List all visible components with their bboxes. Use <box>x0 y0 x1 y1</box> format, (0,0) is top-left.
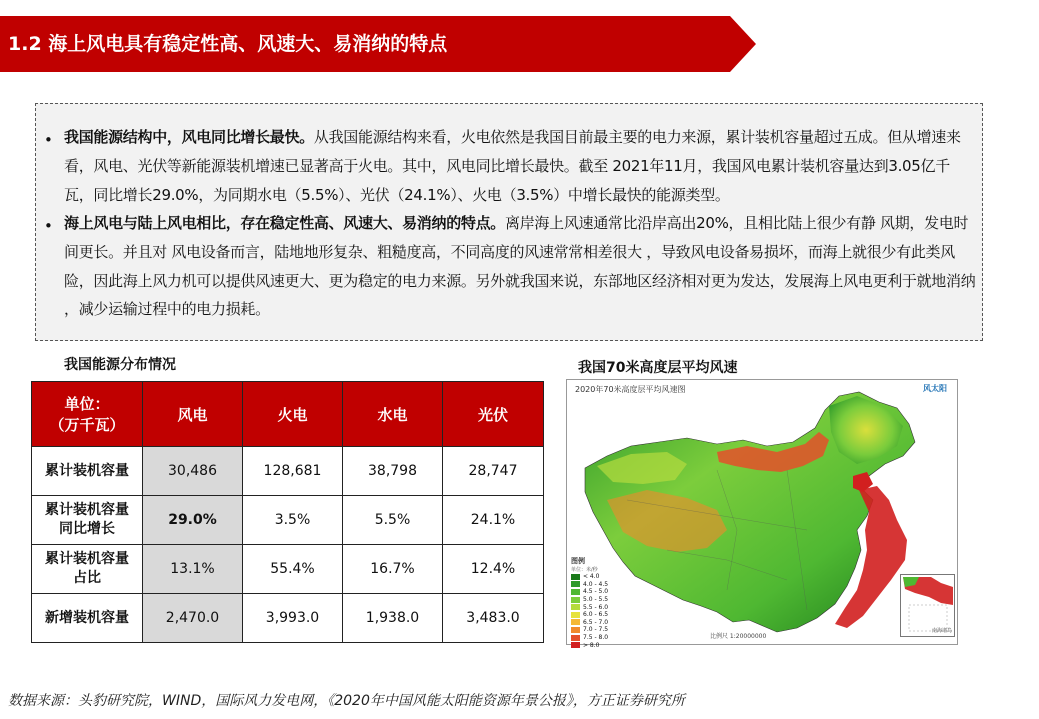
table-row <box>32 496 544 545</box>
table-row <box>32 447 544 496</box>
legend-swatch <box>571 581 580 587</box>
legend-item <box>571 603 615 611</box>
table-section-title: 我国能源分布情况 <box>64 357 176 373</box>
legend-label: 6.0 - 6.5 <box>583 611 609 619</box>
summary-point-2-heading: 海上风电与陆上风电相比，存在稳定性高、风速大、易消纳的特点。 <box>64 214 506 232</box>
legend-swatch <box>571 597 580 603</box>
map-title: 2020年70米高度层平均风速图 <box>575 385 686 394</box>
table-cell: 30,486 <box>143 447 243 496</box>
table-cell: 12.4% <box>443 545 544 594</box>
page-title: 1.2 海上风电具有稳定性高、风速大、易消纳的特点 <box>8 33 448 55</box>
table-cell: 16.7% <box>343 545 443 594</box>
map-section-title: 我国70米高度层平均风速 <box>578 360 738 376</box>
table-cell: 1,938.0 <box>343 594 443 643</box>
row-label <box>32 545 143 594</box>
wind-speed-map <box>566 379 958 649</box>
table-cell: 128,681 <box>243 447 343 496</box>
legend-item <box>571 573 615 581</box>
legend-item <box>571 596 615 604</box>
table-cell: 24.1% <box>443 496 544 545</box>
bullet-marker: • <box>44 131 53 149</box>
column-header-hydro: 水电 <box>343 382 443 447</box>
energy-table <box>31 381 544 643</box>
row-label-line1: 新增装机容量 <box>45 609 129 626</box>
legend-unit: 单位：米/秒 <box>571 567 598 573</box>
inset-label: 南海诸岛 <box>931 628 952 634</box>
row-label-line1: 累计装机容量 <box>45 462 129 479</box>
legend-title: 图例 <box>571 557 585 565</box>
summary-point-1 <box>64 123 976 209</box>
legend-swatch <box>571 619 580 625</box>
summary-point-2-body: 离岸海上风速通常比沿岸高出20%，且相比陆上很少有静 风期，发电时间更长。并且对 风电设备而言，陆地地形复杂、粗糙度高，不同高度的风速常常相差很大 ，导致风电设备易损坏，而海上就很少有此类风险，因此海上风力机可以提供风速更大、更为稳定的电力来源。另外就我国来说，东部地区经济相对更为发达，发展海上风电更利于就地消纳 ，减少运输过程中的电力损耗。 <box>64 214 976 319</box>
row-label <box>32 496 143 545</box>
summary-point-1-heading: 我国能源结构中，风电同比增长最快。 <box>64 128 314 146</box>
legend-swatch <box>571 574 580 580</box>
table-cell: 3.5% <box>243 496 343 545</box>
table-row <box>32 594 544 643</box>
table-cell: 3,483.0 <box>443 594 544 643</box>
legend-item <box>571 641 615 649</box>
map-scale: 比例尺 1:20000000 <box>710 633 767 640</box>
legend-label: < 4.0 <box>583 573 600 581</box>
data-source-note: 数据来源：头豹研究院，WIND，国际风力发电网，《2020年中国风能太阳能资源年景公报》，方正证券研究所 <box>8 693 685 709</box>
table-cell: 38,798 <box>343 447 443 496</box>
table-cell: 2,470.0 <box>143 594 243 643</box>
summary-point-1-body: 从我国能源结构来看，火电依然是我国目前最主要的电力来源，累计装机容量超过五成。但从增速来看，风电、光伏等新能源装机增速已显著高于火电。其中，风电同比增长最快。截至 2021年11月，我国风电累计装机容量达到3.05亿千瓦，同比增长29.0%，为同期水电（5.5%）、光伏（24.1%）、火电（3.5%）中增长最快的能源类型。 <box>64 128 961 204</box>
map-logo: 风太阳 <box>923 384 947 393</box>
table-cell: 13.1% <box>143 545 243 594</box>
legend-swatch <box>571 627 580 633</box>
unit-header <box>32 382 143 447</box>
legend-label: 5.0 - 5.5 <box>583 596 609 604</box>
map-legend <box>571 556 615 649</box>
legend-label: 4.0 - 4.5 <box>583 580 609 588</box>
summary-point-2 <box>64 209 976 324</box>
legend-label: 7.0 - 7.5 <box>583 626 609 634</box>
table-cell: 55.4% <box>243 545 343 594</box>
legend-swatch <box>571 589 580 595</box>
column-header-thermal: 火电 <box>243 382 343 447</box>
legend-label: 6.5 - 7.0 <box>583 618 609 626</box>
table-cell: 28,747 <box>443 447 544 496</box>
legend-item <box>571 626 615 634</box>
south-china-sea-inset <box>900 574 955 637</box>
legend-item <box>571 581 615 589</box>
legend-swatch <box>571 635 580 641</box>
legend-item <box>571 634 615 642</box>
table-row <box>32 545 544 594</box>
legend-item <box>571 619 615 627</box>
legend-label: 4.5 - 5.0 <box>583 588 609 596</box>
unit-header-line1: 单位： <box>64 395 110 413</box>
row-label <box>32 447 143 496</box>
summary-box <box>35 103 983 341</box>
table-cell: 3,993.0 <box>243 594 343 643</box>
legend-swatch <box>571 612 580 618</box>
legend-rows <box>571 573 615 649</box>
legend-item <box>571 611 615 619</box>
bullet-marker: • <box>44 217 53 235</box>
row-label-line1: 累计装机容量 <box>45 551 129 567</box>
legend-label: > 8.0 <box>583 641 600 649</box>
column-header-wind: 风电 <box>143 382 243 447</box>
legend-label: 5.5 - 6.0 <box>583 603 609 611</box>
table-cell: 5.5% <box>343 496 443 545</box>
legend-swatch <box>571 642 580 648</box>
legend-item <box>571 588 615 596</box>
unit-header-line2: （万千瓦） <box>49 416 125 434</box>
title-banner <box>0 16 756 72</box>
legend-label: 7.5 - 8.0 <box>583 634 609 642</box>
table-header-row <box>32 382 544 447</box>
row-label-line1: 累计装机容量 <box>45 502 129 518</box>
row-label-line2: 同比增长 <box>59 521 115 537</box>
table-cell: 29.0% <box>143 496 243 545</box>
row-label <box>32 594 143 643</box>
column-header-solar: 光伏 <box>443 382 544 447</box>
legend-swatch <box>571 604 580 610</box>
row-label-line2: 占比 <box>73 570 101 586</box>
